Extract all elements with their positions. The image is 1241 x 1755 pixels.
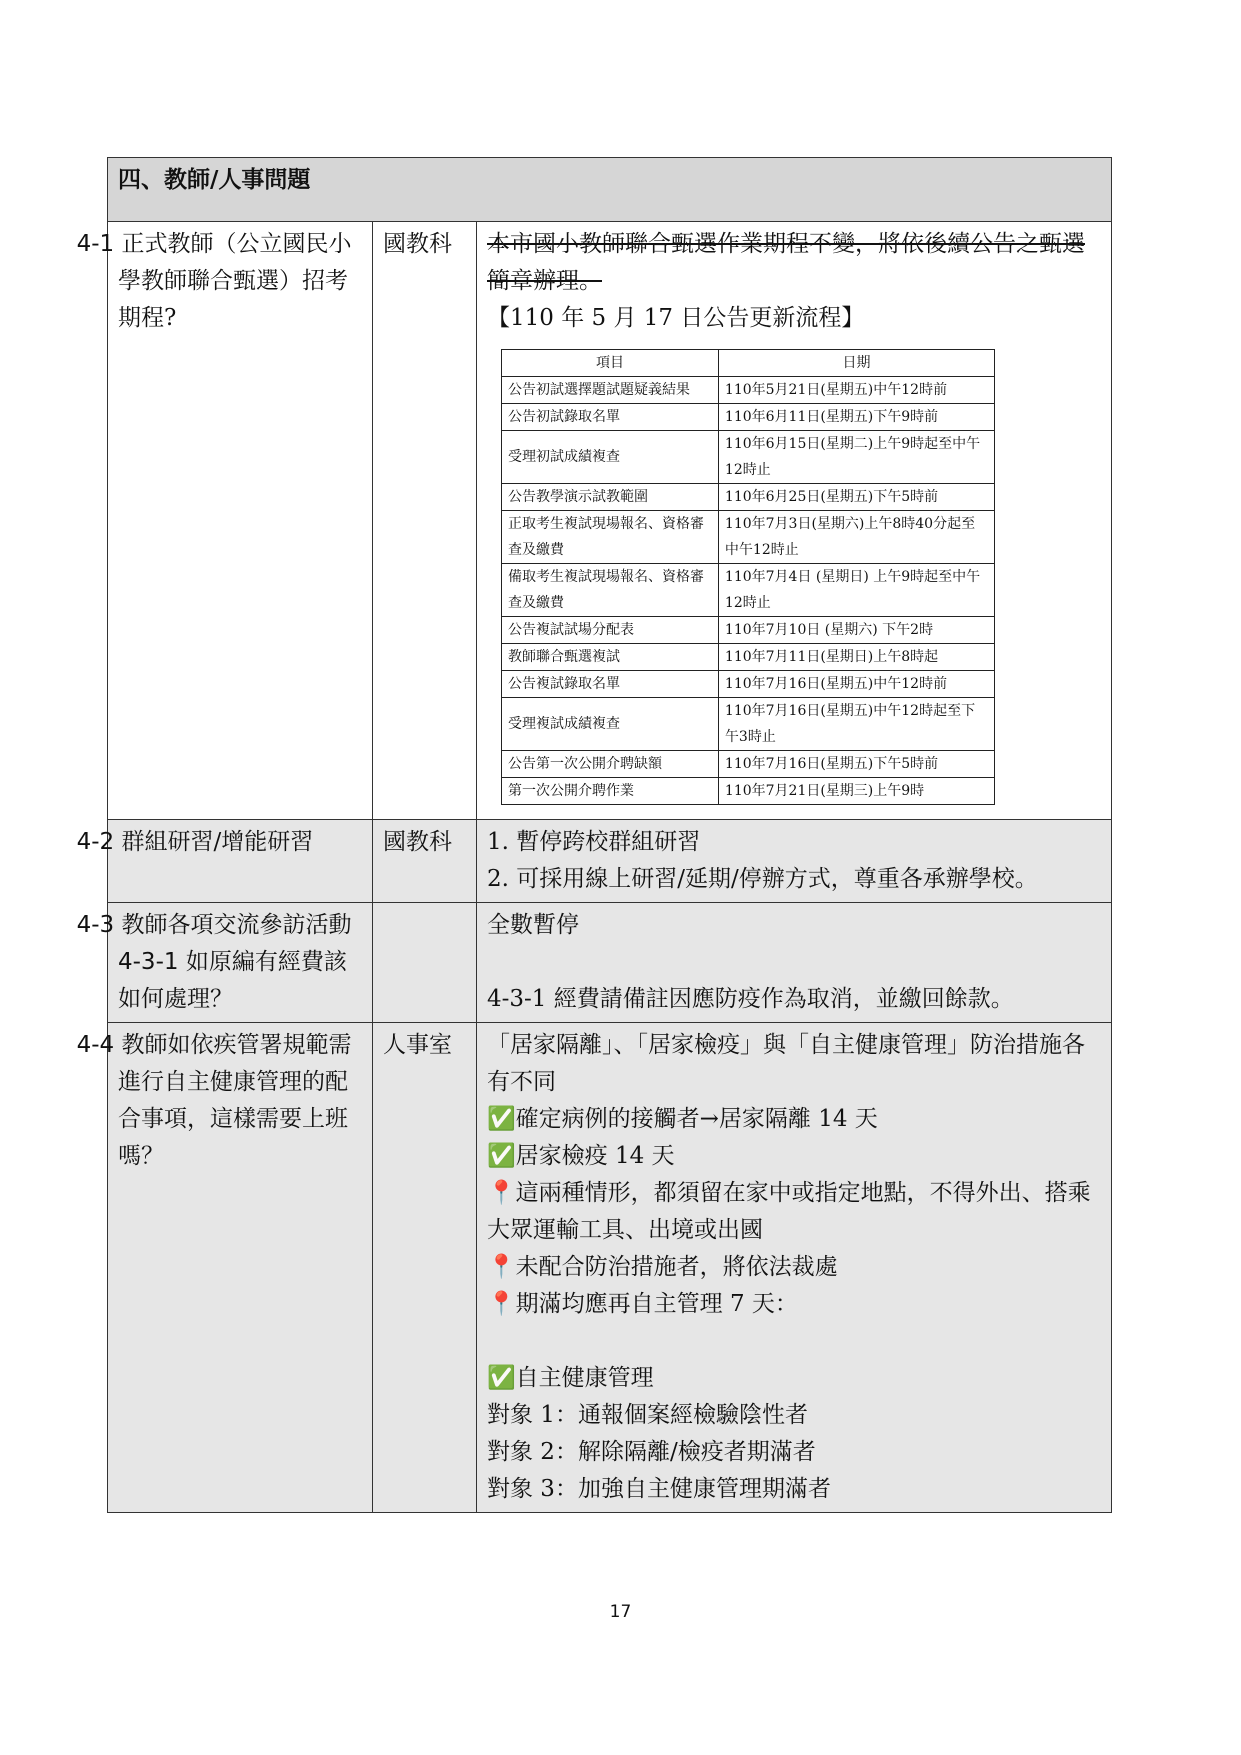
answer-line: 2. 可採用線上研習/延期/停辦方式，尊重各承辦學校。: [487, 866, 1038, 892]
schedule-row: [502, 698, 995, 751]
section-header-row: [108, 158, 1112, 222]
schedule-item-cell: 公告初試選擇題試題疑義結果: [502, 377, 719, 404]
schedule-header-cell: 日期: [718, 350, 994, 377]
answer-line: 📍期滿均應再自主管理 7 天：: [487, 1291, 798, 1317]
schedule-item-cell: 公告第一次公開介聘缺額: [502, 751, 719, 778]
section-title: 四、教師/人事問題: [108, 158, 1112, 222]
schedule-header-row: [502, 350, 995, 377]
faq-table: [76, 157, 1112, 1513]
schedule-date-cell: 110年6月15日(星期二)上午9時起至中午12時止: [718, 431, 994, 484]
schedule-item-cell: 公告教學演示試教範圍: [502, 484, 719, 511]
schedule-date-cell: 110年7月3日(星期六)上午8時40分起至中午12時止: [718, 511, 994, 564]
schedule-row: [502, 377, 995, 404]
answer-cell: [477, 903, 1112, 1023]
question-number: 4-4: [76, 1032, 115, 1058]
schedule-date-cell: 110年7月16日(星期五)下午5時前: [718, 751, 994, 778]
answer-line: 📍這兩種情形，都須留在家中或指定地點，不得外出、搭乘大眾運輸工具、出境或出國: [487, 1180, 1091, 1243]
schedule-row: [502, 484, 995, 511]
schedule-row: [502, 778, 995, 805]
schedule-date-cell: 110年7月16日(星期五)中午12時起至下午3時止: [718, 698, 994, 751]
schedule-row: [502, 431, 995, 484]
schedule-item-cell: 公告初試錄取名單: [502, 404, 719, 431]
schedule-row: [502, 671, 995, 698]
schedule-image: [495, 345, 1001, 809]
answer-cell: [477, 222, 1112, 820]
schedule-item-cell: 公告複試試場分配表: [502, 617, 719, 644]
schedule-header-cell: 項目: [502, 350, 719, 377]
answer-line: 1. 暫停跨校群組研習: [487, 829, 701, 855]
update-note: 【110 年 5 月 17 日公告更新流程】: [487, 305, 865, 331]
question-cell: [76, 903, 373, 1023]
schedule-item-cell: 受理初試成績複查: [502, 431, 719, 484]
sub-question-text: 如原編有經費該如何處理？: [118, 949, 347, 1012]
schedule-item-cell: 教師聯合甄選複試: [502, 644, 719, 671]
schedule-row: [502, 564, 995, 617]
question-cell: [76, 222, 373, 820]
question-cell: [76, 1023, 373, 1513]
page-number: 17: [609, 1602, 632, 1622]
row-4-4: [108, 1023, 1112, 1513]
row-4-3: [108, 903, 1112, 1023]
schedule-date-cell: 110年7月11日(星期日)上午8時起: [718, 644, 994, 671]
schedule-row: [502, 644, 995, 671]
answer-line: 對象 2：解除隔離/檢疫者期滿者: [487, 1439, 816, 1465]
unit-cell: [373, 903, 477, 1023]
struck-notice: 本市國小教師聯合甄選作業期程不變，將依後續公告之甄選簡章辦理。: [487, 231, 1085, 294]
answer-line: 對象 1：通報個案經檢驗陰性者: [487, 1402, 808, 1428]
schedule-date-cell: 110年6月11日(星期五)下午9時前: [718, 404, 994, 431]
schedule-row: [502, 511, 995, 564]
row-4-2: [108, 820, 1112, 903]
schedule-row: [502, 404, 995, 431]
question-text: 正式教師（公立國民小學教師聯合甄選）招考期程?: [118, 231, 352, 331]
sub-question-number: 4-3-1: [118, 949, 179, 975]
schedule-date-cell: 110年7月16日(星期五)中午12時前: [718, 671, 994, 698]
question-text: 群組研習/增能研習: [121, 829, 314, 855]
answer-line: 全數暫停: [487, 912, 579, 938]
schedule-item-cell: 公告複試錄取名單: [502, 671, 719, 698]
answer-line: ✅居家檢疫 14 天: [487, 1143, 675, 1169]
unit-cell: 國教科: [373, 820, 477, 903]
sub-answer-line: 4-3-1 經費請備註因應防疫作為取消，並繳回餘款。: [487, 986, 1014, 1012]
schedule-item-cell: 正取考生複試現場報名、資格審查及繳費: [502, 511, 719, 564]
schedule-date-cell: 110年7月4日 (星期日) 上午9時起至中午12時止: [718, 564, 994, 617]
schedule-date-cell: 110年5月21日(星期五)中午12時前: [718, 377, 994, 404]
faq-sheet: [76, 157, 1111, 1513]
question-text: 教師如依疾管署規範需進行自主健康管理的配合事項，這樣需要上班嗎？: [118, 1032, 352, 1169]
answer-line: ✅自主健康管理: [487, 1365, 654, 1391]
schedule-row: [502, 751, 995, 778]
unit-cell: 人事室: [373, 1023, 477, 1513]
schedule-table: [501, 349, 995, 805]
schedule-item-cell: 備取考生複試現場報名、資格審查及繳費: [502, 564, 719, 617]
unit-cell: 國教科: [373, 222, 477, 820]
schedule-item-cell: 受理複試成績複查: [502, 698, 719, 751]
schedule-date-cell: 110年7月10日 (星期六) 下午2時: [718, 617, 994, 644]
question-cell: [76, 820, 373, 903]
answer-cell: [477, 820, 1112, 903]
row-4-1: [108, 222, 1112, 820]
question-number: 4-3: [76, 912, 115, 938]
schedule-date-cell: 110年7月21日(星期三)上午9時: [718, 778, 994, 805]
answer-cell: [477, 1023, 1112, 1513]
schedule-row: [502, 617, 995, 644]
answer-line: ✅確定病例的接觸者→居家隔離 14 天: [487, 1106, 878, 1132]
answer-line: 對象 3：加強自主健康管理期滿者: [487, 1476, 831, 1502]
question-number: 4-1: [76, 231, 115, 257]
answer-line: 「居家隔離」、「居家檢疫」與「自主健康管理」防治措施各有不同: [487, 1032, 1085, 1095]
question-number: 4-2: [76, 829, 115, 855]
schedule-date-cell: 110年6月25日(星期五)下午5時前: [718, 484, 994, 511]
question-text: 教師各項交流參訪活動: [121, 912, 352, 938]
schedule-item-cell: 第一次公開介聘作業: [502, 778, 719, 805]
answer-line: 📍未配合防治措施者，將依法裁處: [487, 1254, 838, 1280]
